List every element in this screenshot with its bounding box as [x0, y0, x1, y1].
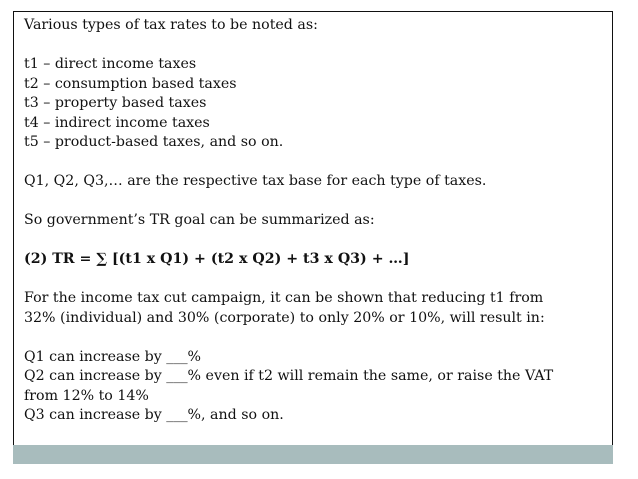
goal-intro: So government’s TR goal can be summarized as: — [24, 212, 375, 228]
tax-rate-item: t5 – product-based taxes, and so on. — [24, 134, 284, 150]
intro-text: Various types of tax rates to be noted as: — [24, 17, 318, 33]
tr-formula: (2) TR = ∑ [(t1 x Q1) + (t2 x Q2) + t3 x Q3) + …] — [24, 251, 410, 267]
tax-rate-item: t3 – property based taxes — [24, 95, 207, 111]
tax-rate-item: t2 – consumption based taxes — [24, 75, 237, 92]
tax-rate-item: t1 – direct income taxes — [24, 56, 197, 72]
campaign-text-line: 32% (individual) and 30% (corporate) to only 20% or 10%, will result in: — [24, 309, 545, 326]
tax-rate-list — [24, 55, 609, 153]
result-line: Q1 can increase by ___% — [24, 348, 202, 365]
spacer — [24, 328, 609, 348]
spacer — [24, 36, 609, 56]
slide-content — [24, 16, 609, 426]
tax-rate-item: t4 – indirect income taxes — [24, 114, 210, 131]
spacer — [24, 192, 609, 212]
spacer — [24, 270, 609, 290]
spacer — [24, 153, 609, 173]
result-line: Q3 can increase by ___%, and so on. — [24, 407, 284, 423]
result-line: Q2 can increase by ___% even if t2 will remain the same, or raise the VAT — [24, 368, 554, 384]
result-line: from 12% to 14% — [24, 387, 149, 404]
spacer — [24, 231, 609, 251]
campaign-text-line: For the income tax cut campaign, it can be shown that reducing t1 from — [24, 290, 544, 306]
bottom-accent-band — [13, 445, 613, 464]
tax-base-note: Q1, Q2, Q3,… are the respective tax base for each type of taxes. — [24, 173, 487, 189]
